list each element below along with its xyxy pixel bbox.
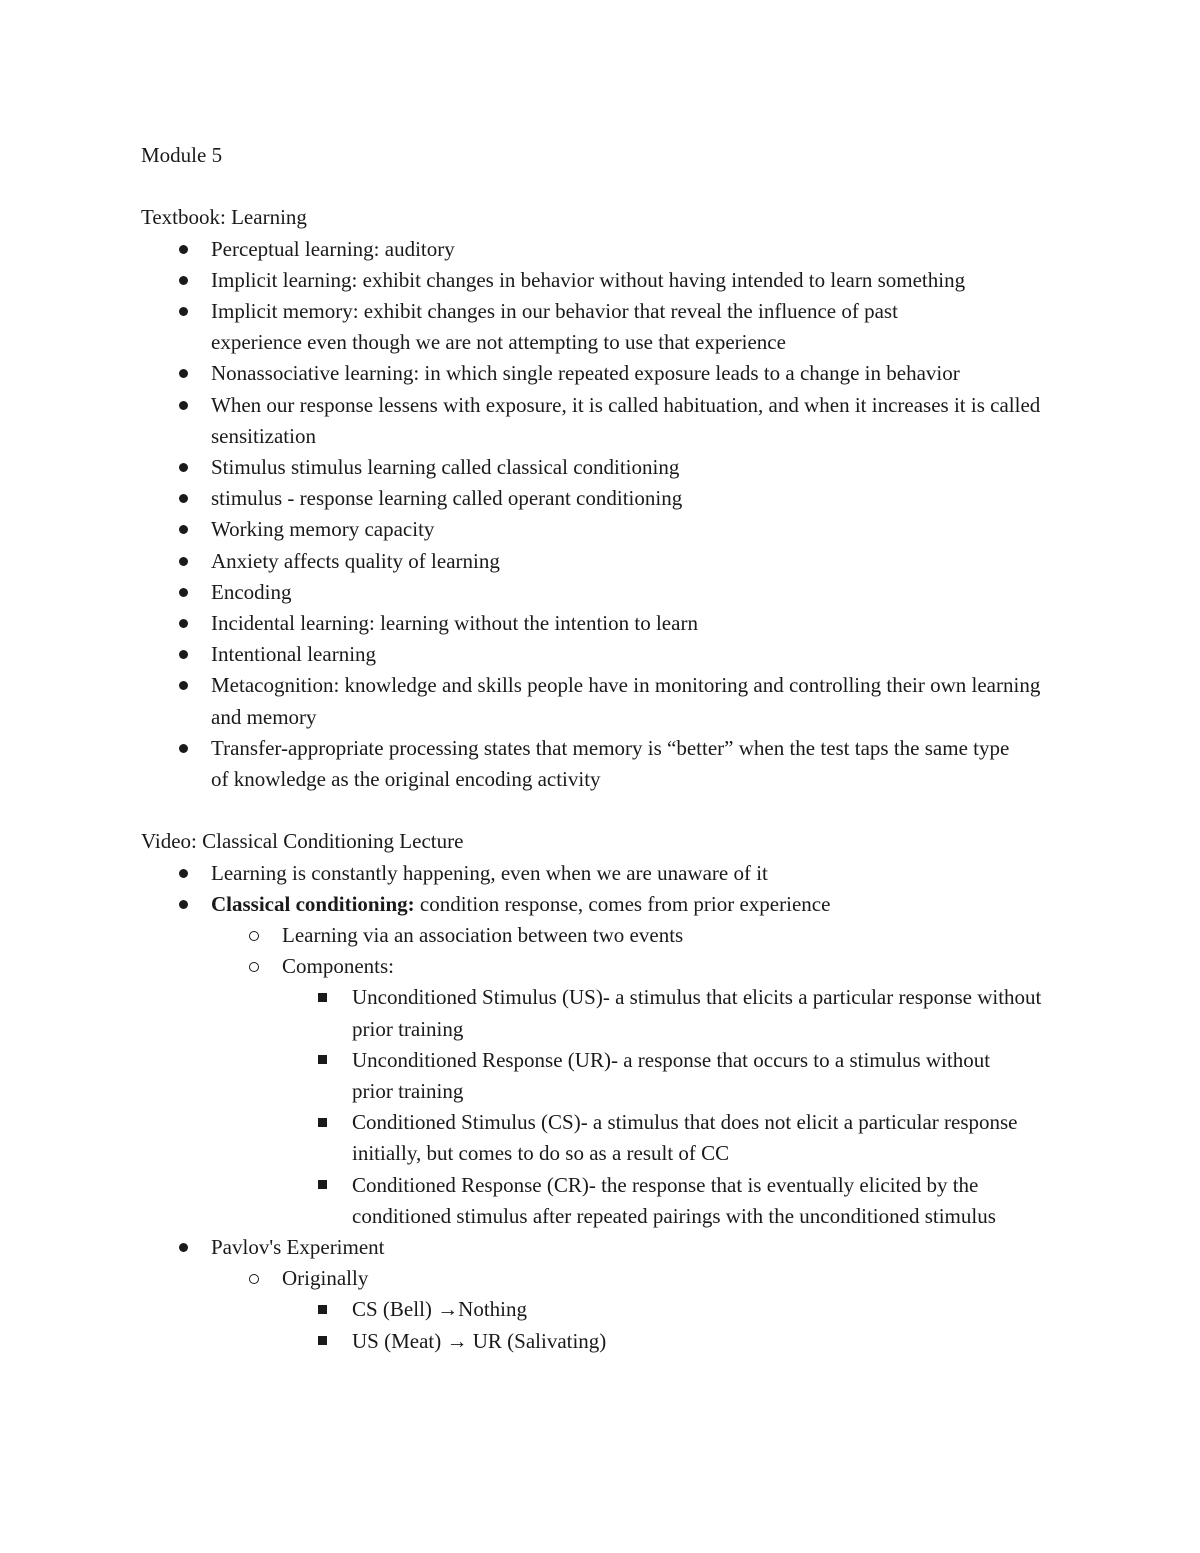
spacer: [141, 795, 1071, 826]
bullet-square-icon: [318, 1294, 327, 1325]
bullet-disc-icon: [179, 889, 188, 920]
bullet-disc-icon: [179, 234, 188, 265]
bullet-square-icon: [318, 982, 327, 1013]
list-item: Stimulus stimulus learning called classical conditioning: [141, 452, 1071, 483]
list-item: Pavlov's Experiment: [141, 1232, 1071, 1263]
list-item: Nonassociative learning: in which single repeated exposure leads to a change in behavior: [141, 358, 1071, 389]
list-item: US (Meat) → UR (Salivating): [141, 1326, 1071, 1357]
list-item: Unconditioned Response (UR)- a response that occurs to a stimulus without prior training: [141, 1045, 1012, 1107]
list-item: When our response lessens with exposure, it is called habituation, and when it increases it is called sensitization: [141, 390, 1071, 452]
bullet-circle-icon: [249, 1263, 259, 1294]
list-item: Anxiety affects quality of learning: [141, 546, 1071, 577]
list-item: Intentional learning: [141, 639, 1071, 670]
bullet-disc-icon: [179, 483, 188, 514]
list-item: Transfer-appropriate processing states that memory is “better” when the test taps the same type of knowledge as the original encoding activity: [141, 733, 1011, 795]
bullet-disc-icon: [179, 1232, 188, 1263]
bullet-square-icon: [318, 1107, 327, 1138]
list-item: Perceptual learning: auditory: [141, 234, 1071, 265]
list-item: CS (Bell) →Nothing: [141, 1294, 1071, 1325]
list-item: stimulus - response learning called operant conditioning: [141, 483, 1071, 514]
list-item: Learning via an association between two events: [141, 920, 1071, 951]
list-item: Encoding: [141, 577, 1071, 608]
list-item: Implicit learning: exhibit changes in behavior without having intended to learn something: [141, 265, 1071, 296]
bullet-square-icon: [318, 1045, 327, 1076]
document-page: [141, 140, 1071, 1357]
list-item: Classical conditioning: condition response, comes from prior experience: [141, 889, 1071, 920]
bullet-disc-icon: [179, 265, 188, 296]
bullet-disc-icon: [179, 639, 188, 670]
bullet-square-icon: [318, 1326, 327, 1357]
bullet-circle-icon: [249, 951, 259, 982]
bullet-disc-icon: [179, 514, 188, 545]
bullet-disc-icon: [179, 546, 188, 577]
bullet-disc-icon: [179, 358, 188, 389]
list-item: Components:: [141, 951, 1071, 982]
bullet-disc-icon: [179, 858, 188, 889]
bullet-square-icon: [318, 1170, 327, 1201]
bullet-disc-icon: [179, 608, 188, 639]
bullet-circle-icon: [249, 920, 259, 951]
list-item: Working memory capacity: [141, 514, 1071, 545]
bullet-disc-icon: [179, 452, 188, 483]
bullet-disc-icon: [179, 577, 188, 608]
term-bold: Classical conditioning:: [211, 891, 415, 916]
bullet-disc-icon: [179, 670, 188, 701]
video-heading: Video: Classical Conditioning Lecture: [141, 829, 464, 854]
list-item: Incidental learning: learning without the intention to learn: [141, 608, 1071, 639]
list-item: Conditioned Stimulus (CS)- a stimulus that does not elicit a particular response initially, but comes to do so as a result of CC: [141, 1107, 1032, 1169]
list-item: Originally: [141, 1263, 1071, 1294]
document-title: Module 5: [141, 143, 223, 167]
textbook-heading: Textbook: Learning: [141, 205, 307, 230]
list-item: Metacognition: knowledge and skills people have in monitoring and controlling their own learning and memory: [141, 670, 1071, 732]
list-item: Learning is constantly happening, even when we are unaware of it: [141, 858, 1071, 889]
bullet-disc-icon: [179, 390, 188, 421]
spacer: [141, 171, 1071, 202]
list-item: Implicit memory: exhibit changes in our behavior that reveal the influence of past experience even though we are not attempting to use that experience: [141, 296, 991, 358]
list-item: Conditioned Response (CR)- the response that is eventually elicited by the conditioned stimulus after repeated pairings with the unconditioned stimulus: [141, 1170, 1072, 1232]
bullet-disc-icon: [179, 296, 188, 327]
list-item: Unconditioned Stimulus (US)- a stimulus that elicits a particular response without prior training: [141, 982, 1072, 1044]
bullet-disc-icon: [179, 733, 188, 764]
